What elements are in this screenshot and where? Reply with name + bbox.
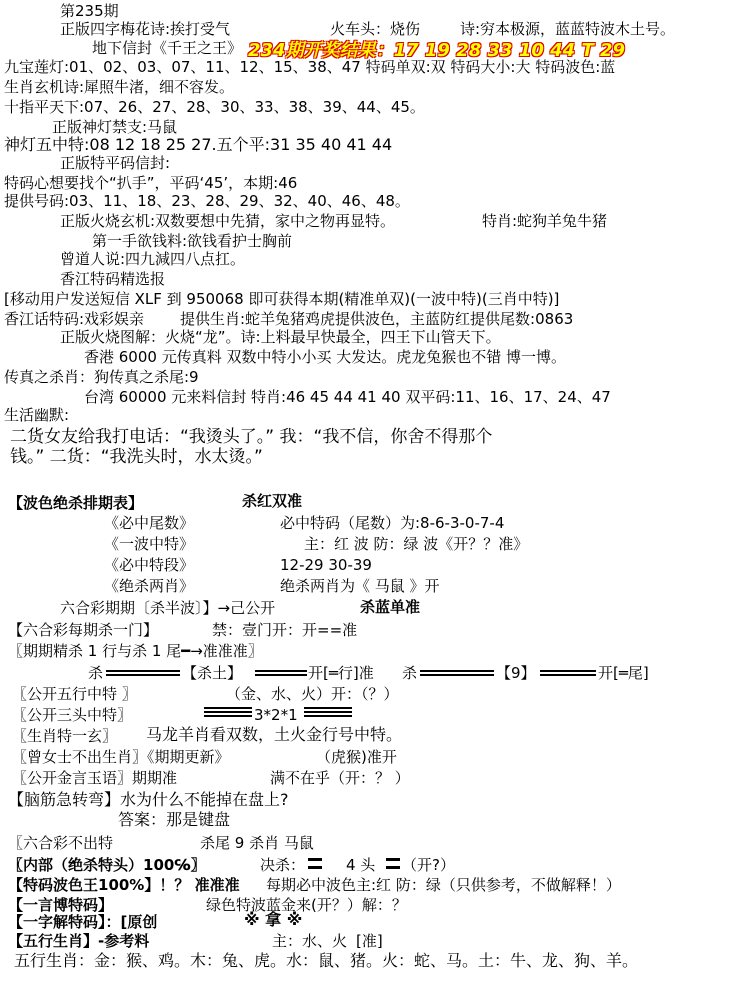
kill-element-tail: 〖期期精杀 1 行与杀 1 尾━→准准准〗 xyxy=(8,642,263,660)
tail-label: 《必中尾数》 xyxy=(104,514,195,532)
kill-red: 杀红双准 xyxy=(242,492,303,510)
joke-line-1: 二货女友给我打电话：“我烫头了。” 我：“我不信，你舍不得那个 xyxy=(10,427,493,447)
sms-notice: [移动用户发送短信 XLF 到 950068 即可获得本期(精准单双)(一波中特)(三肖中特)] xyxy=(4,290,560,308)
fire-diagram: 正版火烧图解：火烧“龙”。诗:上料最早快最全，四王下山管天下。 xyxy=(60,328,501,346)
golden-words-value: 满不在乎（开：？ ） xyxy=(270,769,410,787)
five-element-title: 〖公开五行中特 〗 xyxy=(12,685,137,703)
riddle-answer: 答案：那是键盘 xyxy=(118,810,231,829)
triple-bar xyxy=(204,707,252,719)
special-zodiac: 特肖:蛇狗羊兔牛猪 xyxy=(482,212,608,230)
envelope-title: 地下信封《千王之王》 xyxy=(92,39,243,57)
riddle: 【脑筋急转弯】水为什么不能掉在盘上? xyxy=(8,790,289,809)
provided-numbers: 提供号码:03、11、18、23、28、29、32、40、46、48。 xyxy=(4,192,410,210)
first-hand: 第一手欲钱料:欲钱看护士胸前 xyxy=(92,232,293,250)
issue-number: 第235期 xyxy=(60,2,119,20)
inner-kill-title: 〖内部（绝杀特头）100℅〗 xyxy=(8,856,206,874)
kill-mark-2: 杀 xyxy=(402,664,418,682)
five-zodiac-title: 【五行生肖】-参考料 xyxy=(8,932,150,950)
wave-value: 主：红 波 防：绿 波《开？？准》 xyxy=(304,535,529,553)
zodiac-mystery-title: 〖生肖特一玄〗 xyxy=(12,727,118,745)
provided-zodiac: 提供生肖:蛇羊兔猪鸡虎提供波色，主蓝防红提供尾数:0863 xyxy=(180,310,574,328)
kill-two-value: 绝杀两肖为《 马鼠 》开 xyxy=(280,577,440,595)
ms-zeng-value: （虎猴)准开 xyxy=(316,748,397,766)
joke-line-2: 钱。” 二货：“我洗头时，水太烫。” xyxy=(10,447,263,467)
kill-two-label: 《绝杀两肖》 xyxy=(104,577,195,595)
kill-mark-1: 杀 xyxy=(88,664,104,682)
ms-zeng-title: 〖曾女士不出生肖〗《期期更新》 xyxy=(12,748,230,766)
wave-king-value: 每期必中波色主:红 防：绿（只供参考，不做解释！） xyxy=(266,876,621,894)
one-word-value: 绿色特波蓝金来(开？）解：？ xyxy=(206,896,407,914)
humor-title: 生活幽默: xyxy=(4,406,70,424)
kill-nine: 【9】 xyxy=(496,664,536,682)
rule-line xyxy=(386,858,400,861)
inner-kill-open: （开?） xyxy=(402,856,455,874)
not-special-value: 杀尾 9 杀肖 马鼠 xyxy=(200,834,314,852)
tail-value: 必中特码（尾数）为:8-6-3-0-7-4 xyxy=(280,514,505,532)
fax-kill: 传真之杀肖：狗传真之杀尾:9 xyxy=(4,368,199,386)
fire-mystery: 正版火烧玄机:双数要想中先猜，家中之物再显特。 xyxy=(60,212,396,230)
rule-line xyxy=(420,670,494,672)
half-wave: 六合彩期期〔杀半波〕】→己公开 xyxy=(60,599,276,617)
hk-fax: 香港 6000 元传真料 双数中特小小买 大发达。虎龙兔猴也不错 博一博。 xyxy=(84,348,567,366)
nine-lotus: 九宝莲灯:01、02、03、07、11、12、15、38、47 特码单双:双 特码大小:大 特码波色:蓝 xyxy=(4,58,616,76)
hk-talk: 香江话特码:戏彩娱亲 xyxy=(4,310,145,328)
rule-line xyxy=(106,674,180,676)
kill-blue: 杀蓝单准 xyxy=(360,598,421,616)
inner-kill-head: 4 头 xyxy=(346,856,376,874)
rule-line xyxy=(386,866,400,869)
open-tail: 开[═尾] xyxy=(598,664,649,682)
special-thought: 特码心想要找个“扒手”，平码‘45’，本期:46 xyxy=(4,174,298,192)
plum-poem: 正版四字梅花诗:挨打受气 xyxy=(60,20,231,38)
taiwan-info: 台湾 60000 元来料信封 特肖:46 45 44 41 40 双平码:11、16、17、24、47 xyxy=(84,388,611,406)
lamp-five: 神灯五中特:08 12 18 25 27.五个平:31 35 40 41 44 xyxy=(4,135,393,154)
five-zodiac-mark: [准] xyxy=(356,932,383,950)
triple-bar xyxy=(304,707,352,719)
previous-result: 234期开奖结果：17 19 28 33 10 44 T 29 xyxy=(248,40,626,61)
zodiac-mystery-value: 马龙羊肖看双数，土火金行号中特。 xyxy=(146,725,403,744)
zodiac-poem: 生肖玄机诗:犀照牛渚，细不容发。 xyxy=(4,78,235,96)
one-char-title: 【一字解特码】：[原创 xyxy=(8,913,158,931)
wave-label: 《一波中特》 xyxy=(104,535,195,553)
wave-king-title: 【特码波色王100%】！？ 准准准 xyxy=(8,876,240,894)
lamp-ban: 正版神灯禁支:马鼠 xyxy=(52,118,178,136)
segment-label: 《必中特段》 xyxy=(104,556,195,574)
ten-fingers: 十指平天下:07、26、27、28、30、33、38、39、44、45。 xyxy=(4,98,425,116)
rule-line xyxy=(106,670,180,672)
one-word-title: 【一言博特码】 xyxy=(8,896,114,914)
rule-line xyxy=(308,858,322,861)
taoist-says: 曾道人说:四九減四八点扛。 xyxy=(60,250,246,268)
three-head-value: 3*2*1 xyxy=(254,706,298,724)
one-char-value: ※ 拿 ※ xyxy=(244,910,303,929)
open-element: 开[═行]准 xyxy=(308,664,374,682)
not-special-title: 〖六合彩不出特 xyxy=(8,834,114,852)
rule-line xyxy=(255,670,307,672)
flat-envelope: 正版特平码信封: xyxy=(60,154,171,172)
kill-door-value: 禁：壹门开：开==准 xyxy=(212,621,358,639)
hk-report: 香江特码精选报 xyxy=(60,270,166,288)
train-head: 火车头：烧伤 xyxy=(330,20,421,38)
poem-line: 诗:穷本极源，蓝蓝特波木土号。 xyxy=(460,20,676,38)
five-zodiac-main: 主：水、火 xyxy=(272,932,348,950)
kill-earth: 【杀土】 xyxy=(182,664,243,682)
rule-line xyxy=(540,670,596,672)
three-head-title: 〖公开三头中特〗 xyxy=(12,706,133,724)
rule-line xyxy=(420,674,494,676)
kill-door-title: 【六合彩每期杀一门】 xyxy=(8,621,159,639)
rule-line xyxy=(255,674,307,676)
segment-value: 12-29 30-39 xyxy=(280,556,372,574)
rule-line xyxy=(308,866,322,869)
wave-table-title: 【波色绝杀排期表】 xyxy=(8,494,144,512)
inner-kill-label: 决杀： xyxy=(260,856,306,874)
golden-words-title: 〖公开金言玉语〗期期准 xyxy=(12,769,178,787)
five-element-value: （金、水、火）开：（？） xyxy=(226,685,399,703)
rule-line xyxy=(540,674,596,676)
five-zodiac-list: 五行生肖：金：猴、鸡。木：兔、虎。水：鼠、猪。火：蛇、马。土：牛、龙、狗、羊。 xyxy=(14,951,639,970)
